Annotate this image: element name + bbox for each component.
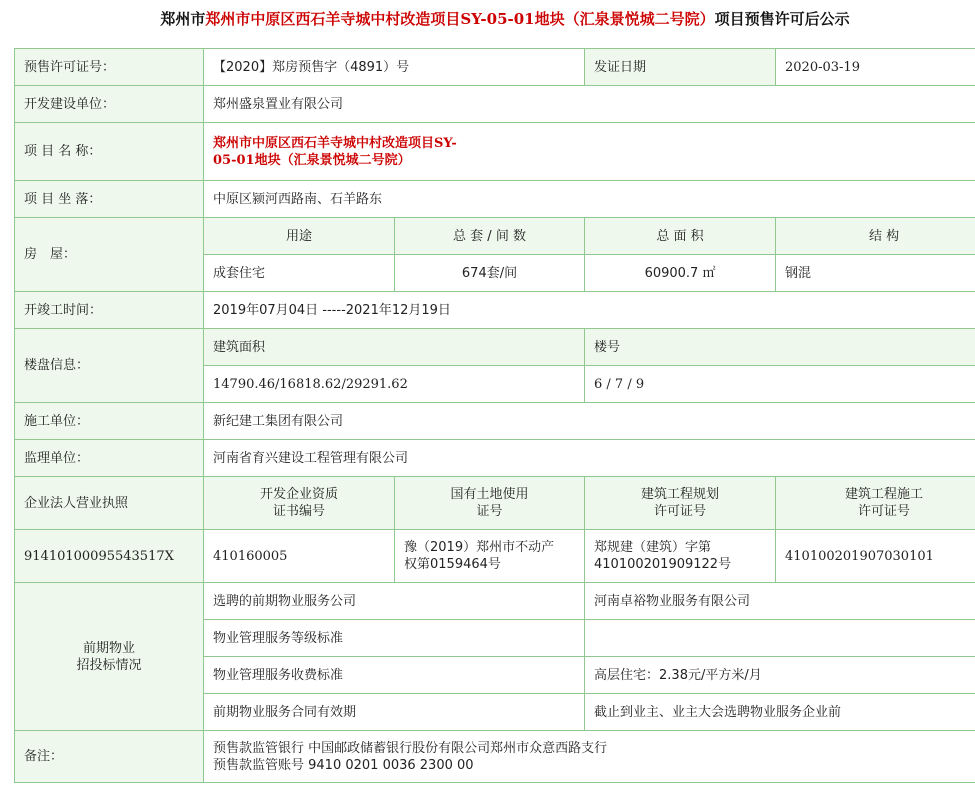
permit-row: [15, 49, 975, 86]
building-area-header: 建筑面积: [204, 329, 585, 366]
location-row: [15, 181, 975, 218]
schedule-label: 开竣工时间：: [15, 292, 204, 329]
housing-structure-value: 钢混: [776, 255, 975, 292]
supervision-row: [15, 440, 975, 477]
location-label: 项 目 坐 落：: [15, 181, 204, 218]
developer-label: 开发建设单位：: [15, 86, 204, 123]
building-number-value: 6 / 7 / 9: [585, 366, 975, 403]
permit-label: 预售许可证号：: [15, 49, 204, 86]
housing-area-value: 60900.7 ㎡: [585, 255, 776, 292]
housing-use-value: 成套住宅: [204, 255, 395, 292]
property-row: [15, 583, 975, 620]
business-license-value: 91410100095543517X: [15, 530, 204, 583]
construction-row: [15, 403, 975, 440]
qualification-cert-value: 410160005: [204, 530, 395, 583]
license-header-row: [15, 477, 975, 530]
project-name-line1: 郑州市中原区西石羊寺城中村改造项目SY-: [213, 135, 457, 151]
property-label-line1: 前期物业: [82, 640, 135, 656]
property-value-2: 高层住宅：2.38元/平方米/月: [585, 657, 975, 694]
developer-value: 郑州盛泉置业有限公司: [204, 86, 975, 123]
remarks-bank: 预售款监管银行 中国邮政储蓄银行股份有限公司郑州市众意西路支行: [213, 740, 608, 756]
schedule-row: [15, 292, 975, 329]
land-use-cert-value-line2: 权第0159464号: [404, 557, 501, 572]
qualification-cert-header-line2: 证书编号: [272, 504, 325, 519]
qualification-cert-header-line1: 开发企业资质: [259, 487, 338, 502]
project-label: 项 目 名 称：: [15, 123, 204, 181]
property-value-1: [585, 620, 975, 657]
land-use-cert-header-line1: 国有土地使用: [450, 487, 529, 502]
land-use-cert-value-line1: 豫（2019）郑州市不动产: [404, 540, 555, 555]
project-value: [204, 123, 975, 181]
housing-header-row: [15, 218, 975, 255]
planning-permit-header: [585, 477, 776, 530]
developer-row: [15, 86, 975, 123]
issue-date-label: 发证日期: [585, 49, 776, 86]
property-key-1: 物业管理服务等级标准: [204, 620, 585, 657]
planning-permit-value-line1: 郑规建（建筑）字第: [594, 540, 712, 555]
property-label: [15, 583, 204, 731]
land-use-cert-header-line2: 证号: [476, 504, 503, 519]
housing-header-units: 总 套 / 间 数: [395, 218, 585, 255]
housing-label: 房 屋：: [15, 218, 204, 292]
property-value-0: 河南卓裕物业服务有限公司: [585, 583, 975, 620]
location-value: 中原区颍河西路南、石羊路东: [204, 181, 975, 218]
construction-permit-header-line1: 建筑工程施工: [845, 487, 924, 502]
remarks-value: [204, 731, 975, 783]
construction-permit-header: [776, 477, 975, 530]
property-label-line2: 招投标情况: [76, 657, 142, 673]
land-use-cert-header: [395, 477, 585, 530]
project-name-line2: 05-01地块（汇泉景悦城二号院）: [213, 152, 411, 168]
property-value-3: 截止到业主、业主大会选聘物业服务企业前: [585, 694, 975, 731]
title-suffix: 项目预售许可后公示: [714, 10, 850, 28]
planning-permit-header-line1: 建筑工程规划: [641, 487, 720, 502]
supervision-label: 监理单位：: [15, 440, 204, 477]
property-key-0: 选聘的前期物业服务公司: [204, 583, 585, 620]
planning-permit-value-line2: 410100201909122号: [594, 557, 732, 572]
construction-permit-value: 410100201907030101: [776, 530, 975, 583]
title-prefix: 郑州市: [160, 10, 206, 28]
building-header-row: [15, 329, 975, 366]
license-value-row: [15, 530, 975, 583]
building-label: 楼盘信息：: [15, 329, 204, 403]
remarks-account: 预售款监管账号 9410 0201 0036 2300 00: [213, 757, 474, 773]
supervision-value: 河南省育兴建设工程管理有限公司: [204, 440, 975, 477]
property-key-3: 前期物业服务合同有效期: [204, 694, 585, 731]
construction-permit-header-line2: 许可证号: [858, 504, 911, 519]
schedule-value: 2019年07月04日 -----2021年12月19日: [204, 292, 975, 329]
issue-date-value: 2020-03-19: [776, 49, 975, 86]
permit-value: 【2020】郑房预售字（4891）号: [204, 49, 585, 86]
housing-header-area: 总 面 积: [585, 218, 776, 255]
remarks-row: [15, 731, 975, 783]
construction-value: 新纪建工集团有限公司: [204, 403, 975, 440]
planning-permit-header-line2: 许可证号: [654, 504, 707, 519]
page-title: [0, 8, 975, 29]
housing-header-use: 用途: [204, 218, 395, 255]
land-use-cert-value: [395, 530, 585, 583]
remarks-label: 备注：: [15, 731, 204, 783]
project-row: [15, 123, 975, 181]
qualification-cert-header: [204, 477, 395, 530]
housing-units-value: 674套/间: [395, 255, 585, 292]
property-key-2: 物业管理服务收费标准: [204, 657, 585, 694]
presale-permit-table: [14, 48, 975, 783]
housing-header-structure: 结 构: [776, 218, 975, 255]
title-project-name: 郑州市中原区西石羊寺城中村改造项目SY-05-01地块（汇泉景悦城二号院）: [205, 10, 715, 28]
planning-permit-value: [585, 530, 776, 583]
business-license-header: 企业法人营业执照: [15, 477, 204, 530]
building-area-value: 14790.46/16818.62/29291.62: [204, 366, 585, 403]
construction-label: 施工单位：: [15, 403, 204, 440]
building-number-header: 楼号: [585, 329, 975, 366]
